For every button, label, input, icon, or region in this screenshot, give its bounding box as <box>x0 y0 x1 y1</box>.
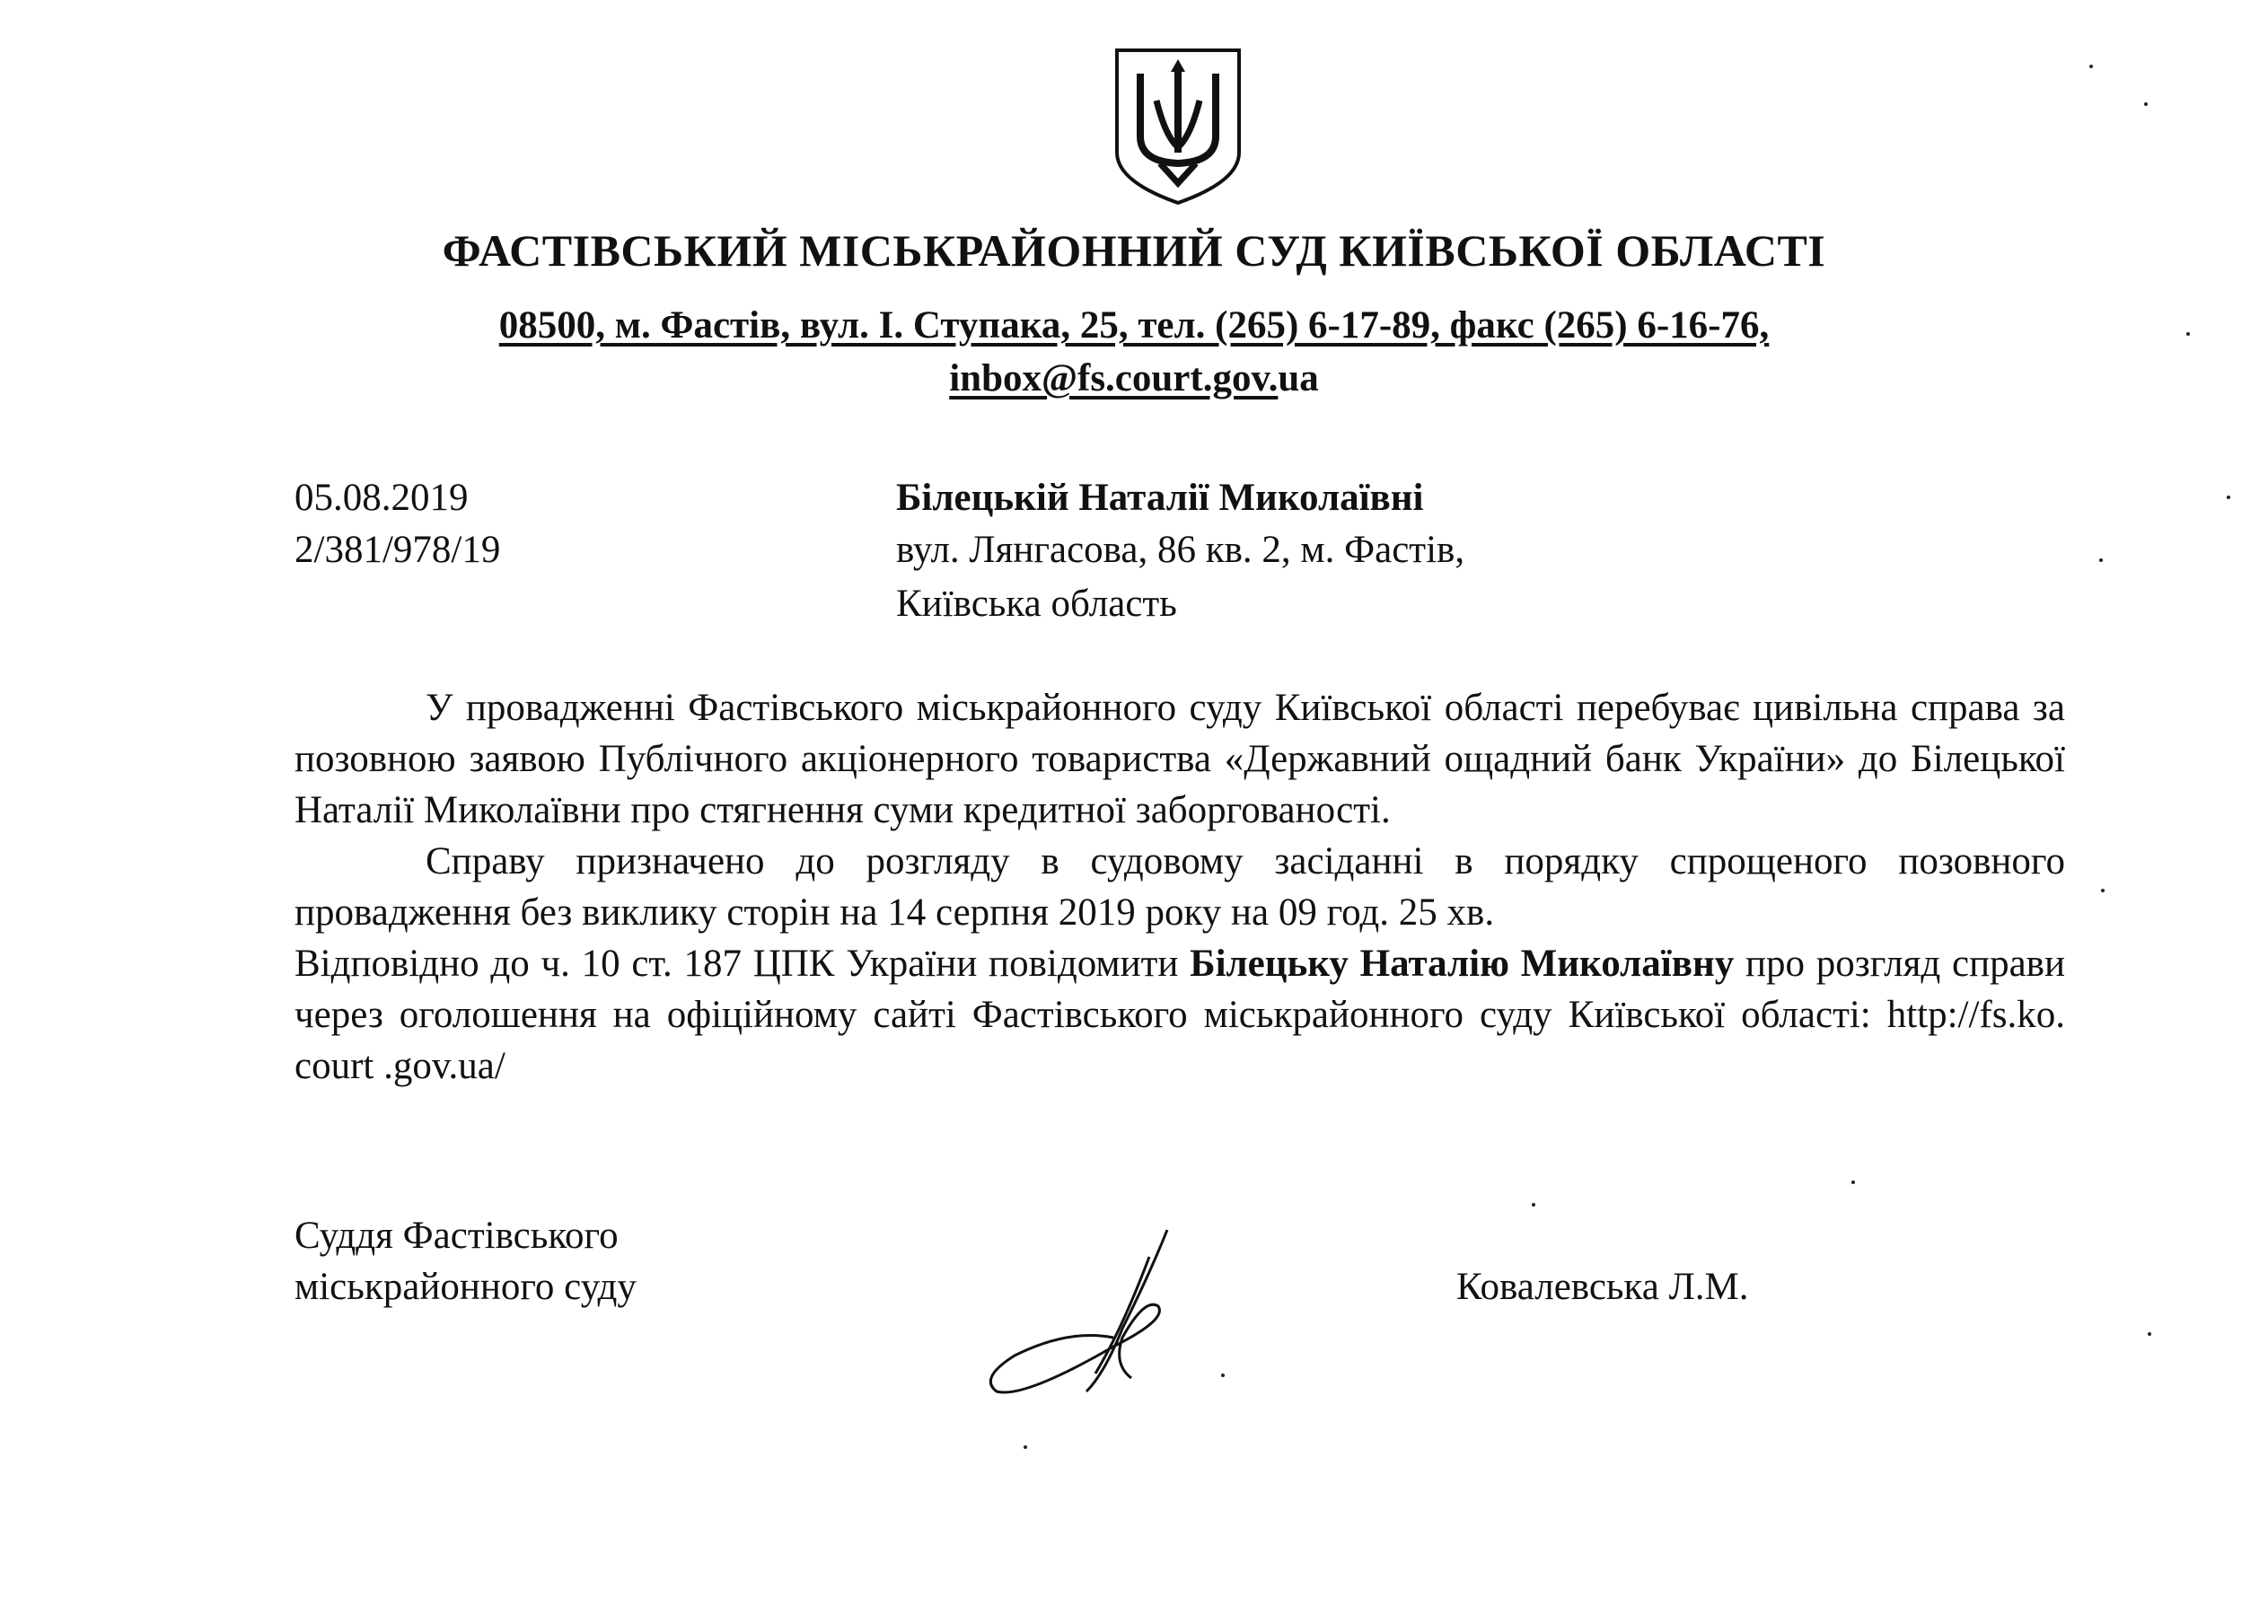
court-email-underlined: inbox@fs.court.gov. <box>949 357 1279 399</box>
court-name: ФАСТІВСЬКИЙ МІСЬКРАЙОННИЙ СУД КИЇВСЬКОЇ ОБЛАСТІ <box>442 225 1826 276</box>
scan-speck <box>2099 558 2103 562</box>
letter-body <box>294 682 2065 1092</box>
scan-speck <box>2227 496 2230 499</box>
handwritten-signature-icon <box>979 1221 1194 1400</box>
body-paragraph-1: У провадженні Фастівського міськрайонного суду Київської області перебуває цивільна справа за позовною заявою Публічного акціонерного товариства «Державний ощадний банк України» до Білецької Наталії Миколаївни про стягнення суми кредитної заборгованості. <box>294 687 2065 831</box>
court-email-tail: ua <box>1278 357 1319 399</box>
scan-speck <box>1221 1374 1225 1377</box>
judge-name: Ковалевська Л.М. <box>1456 1266 1749 1308</box>
scan-speck <box>2089 65 2093 68</box>
body-paragraph-2: Справу призначено до розгляду в судовому засіданні в порядку спрощеного позовного провадження без виклику сторін на 14 серпня 2019 року на 09 год. 25 хв. <box>294 840 2065 934</box>
court-email <box>0 356 2268 400</box>
recipient-name: Білецькій Наталії Миколаївні <box>896 477 1424 519</box>
scan-speck <box>2186 332 2190 336</box>
trident-coat-of-arms-icon <box>1112 47 1244 206</box>
body-paragraph-3-end: про розгляд справи через оголошення на офіційному сайті Фастівського міськрайонного суду Київської області: http://fs.ko. court .gov.ua/ <box>294 943 2065 1087</box>
judge-title-line-1: Суддя Фастівського <box>294 1215 619 1257</box>
scan-speck <box>1024 1445 1027 1449</box>
judge-title-line-2: міськрайонного суду <box>294 1266 637 1308</box>
recipient-street: вул. Лянгасова, 86 кв. 2, м. Фастів, <box>896 529 1465 571</box>
body-paragraph-3-start: Відповідно до ч. 10 ст. 187 ЦПК України повідомити <box>294 943 1191 985</box>
scan-speck <box>1532 1203 1535 1207</box>
recipient-region: Київська область <box>896 583 1177 625</box>
letter-date: 05.08.2019 <box>294 477 469 519</box>
scan-speck <box>2101 889 2105 892</box>
scan-speck <box>1851 1181 1855 1184</box>
reference-number: 2/381/978/19 <box>294 529 501 571</box>
body-paragraph-3-bold-name: Білецьку Наталію Миколаївну <box>1190 943 1735 985</box>
body-paragraph-3 <box>294 938 2065 1092</box>
scan-speck <box>2144 102 2148 106</box>
scan-speck <box>2148 1332 2151 1336</box>
court-address: 08500, м. Фастів, вул. І. Ступака, 25, тел. (265) 6-17-89, факс (265) 6-16-76, <box>498 304 1770 347</box>
